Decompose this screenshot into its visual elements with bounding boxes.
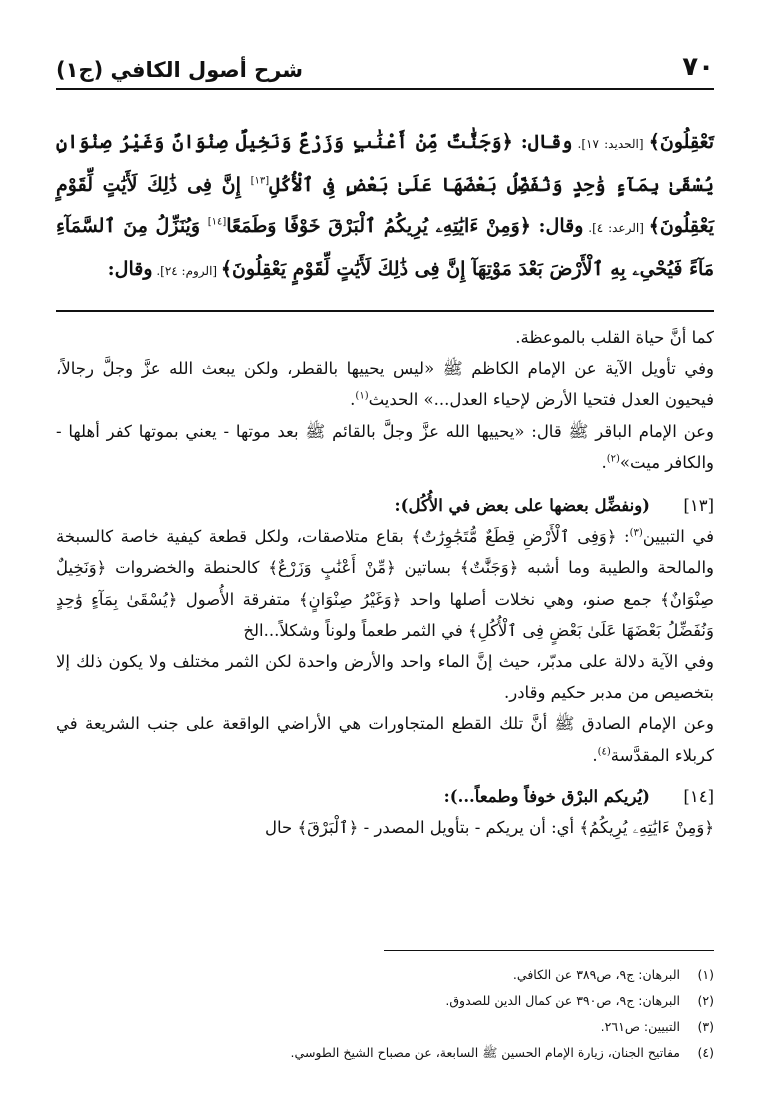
section-divider — [56, 310, 714, 312]
verse-text: وَيُنَزِّلُ مِنَ ٱلسَّمَآءِ مَآءً فَيُحْىِۦ بِهِ ٱلْأَرْضَ بَعْدَ مَوْتِهَآ إِنَّ فِى ذَٰلِكَ لَأَيَٰتٍ لِّقَوْمٍ يَعْقِلُونَ﴾ — [56, 215, 714, 280]
footnote-marker: (٤) — [597, 746, 611, 758]
paragraph-text: في التبيين — [642, 527, 714, 547]
entry-title: (يُريكم البرْق خوفاً وطمعاً...): — [443, 786, 650, 806]
note-marker: [١٤] — [207, 216, 227, 228]
verse-text: وقال: ﴿وَجَنَّٰتٌ مِّنْ أَعْنَٰبٍ وَزَرْعٌ وَنَخِيلٌ صِنْوَانٌ وَغَيْرُ صِنْوَانٍ يُسْقَىٰ بِمَآءٍ وَٰحِدٍ وَنُفَضِّلُ بَعْضَهَا عَلَىٰ بَعْضٍ فِى ٱلْأُكُلِ — [56, 131, 714, 196]
footnote — [56, 1014, 714, 1040]
paragraph-text: وفي الآية دلالة على مدبّر، حيث إنَّ الماء واحد والأرض واحدة لكن الثمر مختلف ولا يكون ذلك إلا بتخصيص من مدبر حكيم وقادر. — [56, 652, 714, 703]
commentary-paragraph — [56, 646, 714, 708]
entry-number: [١٣] — [683, 496, 714, 516]
footnotes-section — [56, 962, 714, 1066]
commentary-paragraph — [56, 521, 714, 646]
entry-heading-14 — [56, 781, 714, 812]
footnote-text: التبيين: ص٢٦١. — [600, 1019, 680, 1034]
footnote-number: (٢) — [697, 993, 714, 1008]
footnote — [56, 1040, 714, 1066]
commentary-paragraph — [56, 416, 714, 478]
verse-reference: [الحديد: ١٧]. — [572, 137, 649, 151]
paragraph-text: وعن الإمام الصادق ﷺ أنَّ تلك القطع المتجاورات هي الأراضي الواقعة على جنب الشريعة في كربلاء المقدَّسة — [56, 714, 714, 765]
page-number: ٧٠ — [682, 52, 714, 82]
paragraph-end: . — [350, 390, 356, 410]
footnote-marker: (٢) — [606, 453, 620, 465]
paragraph-end: . — [601, 452, 607, 472]
footnote-number: (٣) — [697, 1019, 714, 1034]
running-title: شرح أصول الكافي (ج١) — [56, 58, 304, 82]
quran-verses-block — [56, 122, 714, 292]
footnote-text: مفاتيح الجنان، زيارة الإمام الحسين ﷺ السابعة، عن مصباح الشيخ الطوسي. — [290, 1045, 680, 1060]
footnote-marker: (٣) — [629, 527, 643, 539]
commentary-paragraph — [56, 708, 714, 770]
verse-text: وقال: — [107, 258, 153, 280]
entry-number: [١٤] — [683, 786, 714, 806]
commentary-section — [56, 322, 714, 843]
paragraph-text: وفي تأويل الآية عن الإمام الكاظم ﷺ «ليس يحييها بالقطر، ولكن يبعث الله عزَّ وجلَّ رجالاً، فيحيون العدل فتحيا الأرض لإحياء العدل...» الحديث — [56, 359, 714, 410]
paragraph-text: ﴿وَمِنْ ءَايَٰتِهِۦ يُرِيكُمُ﴾ أي: أن يريكم - بتأويل المصدر - ﴿ٱلْبَرْقَ﴾ حال — [265, 818, 714, 838]
footnote — [56, 962, 714, 988]
commentary-paragraph — [56, 812, 714, 843]
verse-reference: [الروم: ٢٤]. — [152, 264, 221, 278]
verse-text: إِنَّ فِى ذَٰلِكَ لَأَيَٰتٍ لِّقَوْمٍ يَعْقِلُونَ﴾ — [56, 174, 714, 237]
paragraph-text: كما أنَّ حياة القلب بالموعظة. — [515, 328, 714, 347]
paragraph-text: : ﴿وَفِى ٱلْأَرْضِ قِطَعٌ مُّتَجَٰوِرَٰتٌ﴾ بقاع متلاصقات، ولكل قطعة كيفية خاصة كالسبخة والمالحة والطيبة وما أشبه ﴿وَجَنَّٰتٌ﴾ بساتين ﴿مِّنْ أَعْنَٰبٍ وَزَرْعٌ﴾ كالحنطة والخضروات ﴿وَنَخِيلٌ صِنْوَانٌ﴾ جمع صنو، وهي نخلات أصلها واحد ﴿وَغَيْرُ صِنْوَانٍ﴾ متفرقة الأُصول ﴿يُسْقَىٰ بِمَآءٍ وَٰحِدٍ وَنُفَضِّلُ بَعْضَهَا عَلَىٰ بَعْضٍ فِى ٱلْأُكُلِ﴾ في الثمر طعماً ولوناً وشكلاً...الخ — [56, 527, 714, 640]
footnote-marker: (١) — [355, 390, 369, 402]
footnote — [56, 988, 714, 1014]
paragraph-text: وعن الإمام الباقر ﷺ قال: «يحييها الله عزَّ وجلَّ بالقائم ﷺ بعد موتها - يعني بموتها كفر أهلها - والكافر ميت» — [56, 421, 714, 472]
commentary-paragraph — [56, 353, 714, 415]
footnote-divider — [384, 950, 714, 951]
footnote-number: (١) — [697, 967, 714, 982]
footnote-text: البرهان: ج٩، ص٣٨٩ عن الكافي. — [512, 967, 680, 982]
footnote-text: البرهان: ج٩، ص٣٩٠ عن كمال الدين للصدوق. — [445, 993, 680, 1008]
entry-title: (ونفضِّل بعضها على بعض في الأُكُل): — [394, 496, 650, 516]
footnote-number: (٤) — [697, 1045, 714, 1060]
commentary-paragraph — [56, 322, 714, 353]
paragraph-end: . — [592, 745, 598, 765]
verse-text: تَعْقِلُونَ﴾ — [648, 131, 715, 153]
page-header — [56, 50, 714, 90]
verse-text: وقال: ﴿وَمِنْ ءَايَٰتِهِۦ يُرِيكُمُ ٱلْبَرْقَ خَوْفًا وَطَمَعًا — [226, 215, 584, 237]
verse-reference: [الرعد: ٤]. — [583, 221, 649, 235]
note-marker: [١٣] — [250, 175, 270, 187]
entry-heading-13 — [56, 490, 714, 521]
